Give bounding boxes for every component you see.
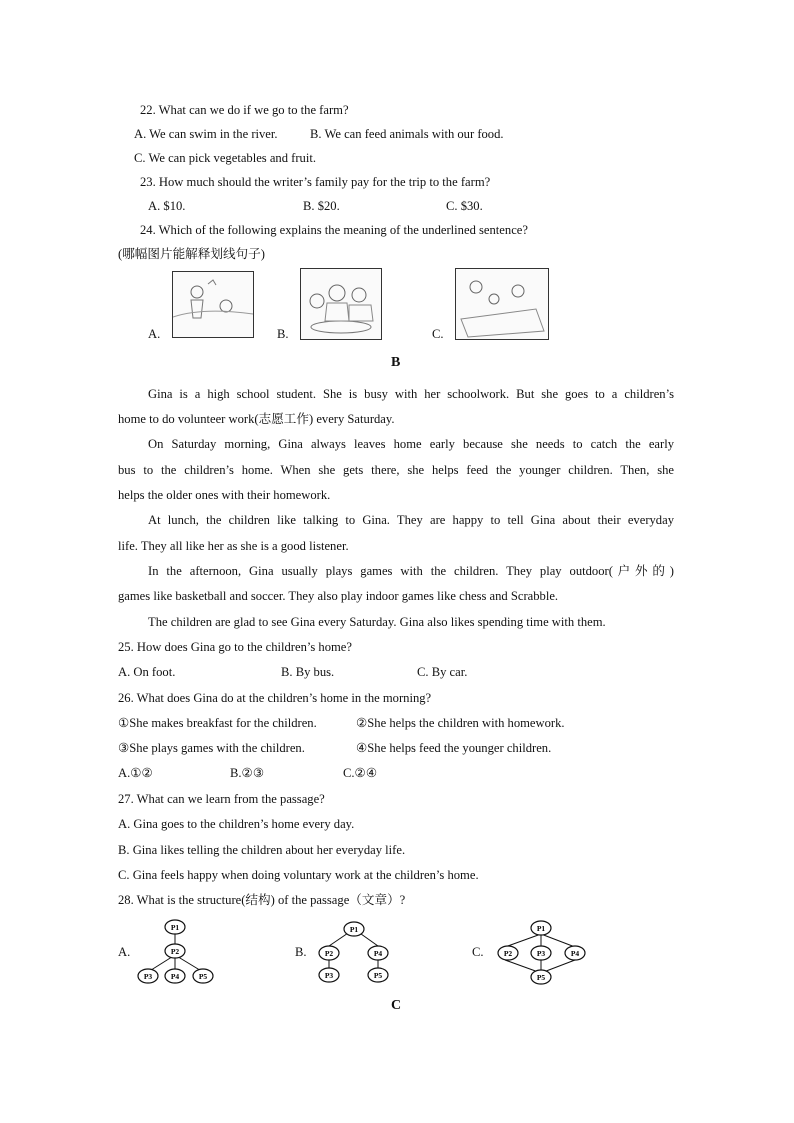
node-label: P1 [170,923,180,932]
q26-question: 26. What does Gina do at the children’s home in the morning? [118,691,432,705]
node-label: P5 [198,972,208,981]
q25-option-a: A. On foot. [118,665,176,679]
q27-option-a: A. Gina goes to the children’s home every day. [118,817,355,831]
passage-line: home to do volunteer work(志愿工作) every Saturday. [118,412,395,426]
q25-option-c: C. By car. [417,665,468,679]
passage-line: On Saturday morning, Gina always leaves home early because she needs to catch the early [148,437,674,451]
passage-line: helps the older ones with their homework. [118,488,331,502]
q27-question: 27. What can we learn from the passage? [118,792,325,806]
passage-line: The children are glad to see Gina every Saturday. Gina also likes spending time with them. [148,615,606,629]
q23-option-b: B. $20. [303,199,340,213]
node-label: P3 [324,971,334,980]
node-label: P2 [324,949,334,958]
q26-option-a: A.①② [118,766,153,780]
q23-option-a: A. $10. [148,199,186,213]
node-label: P1 [349,925,359,934]
q22-option-c: C. We can pick vegetables and fruit. [134,151,316,165]
q26-option-b: B.②③ [230,766,265,780]
q24-option-a: A. [148,327,161,341]
passage-line: bus to the children’s home. When she gets there, she helps feed the younger children. Then, she [118,463,674,477]
passage-line: games like basketball and soccer. They also play indoor games like chess and Scrabble. [118,589,559,603]
section-c-heading: C [391,998,402,1013]
section-b-heading: B [391,355,401,370]
q22-option-a: A. We can swim in the river. [134,127,278,141]
node-label: P4 [373,949,383,958]
node-label: P4 [170,972,180,981]
q27-option-b: B. Gina likes telling the children about her everyday life. [118,843,406,857]
node-label: P5 [536,973,546,982]
node-label: P3 [536,949,546,958]
q24-option-c: C. [432,327,444,341]
q28-option-a: A. [118,945,131,959]
node-label: P1 [536,924,546,933]
passage-line: In the afternoon, Gina usually plays games with the children. They play outdoor(户外的) [148,564,674,578]
node-label: P5 [373,971,383,980]
node-label: P2 [503,949,513,958]
passage-line: life. They all like her as she is a good listener. [118,539,349,553]
passage-line: At lunch, the children like talking to Gina. They are happy to tell Gina about their everyday [148,513,674,527]
q28-option-c: C. [472,945,484,959]
node-label: P3 [143,972,153,981]
node-label: P2 [170,947,180,956]
q26-statement-4: ④She helps feed the younger children. [356,741,552,755]
q24-question: 24. Which of the following explains the meaning of the underlined sentence? [140,223,528,237]
q23-question: 23. How much should the writer’s family pay for the trip to the farm? [140,175,491,189]
q22-question: 22. What can we do if we go to the farm? [140,103,349,117]
q24-option-b: B. [277,327,289,341]
node-label: P4 [570,949,580,958]
q26-statement-1: ①She makes breakfast for the children. [118,716,317,730]
q27-option-c: C. Gina feels happy when doing voluntary work at the children’s home. [118,868,479,882]
q25-option-b: B. By bus. [281,665,335,679]
q26-statement-2: ②She helps the children with homework. [356,716,565,730]
passage-line: Gina is a high school student. She is busy with her schoolwork. But she goes to a children’s [148,387,674,401]
q25-question: 25. How does Gina go to the children’s home? [118,640,352,654]
q28-question: 28. What is the structure(结构) of the passage（文章）? [118,893,406,907]
q26-statement-3: ③She plays games with the children. [118,741,305,755]
q24-note: (哪幅图片能解释划线句子) [118,247,265,261]
q26-option-c: C.②④ [343,766,378,780]
q23-option-c: C. $30. [446,199,483,213]
q22-option-b: B. We can feed animals with our food. [310,127,504,141]
q28-option-b: B. [295,945,307,959]
